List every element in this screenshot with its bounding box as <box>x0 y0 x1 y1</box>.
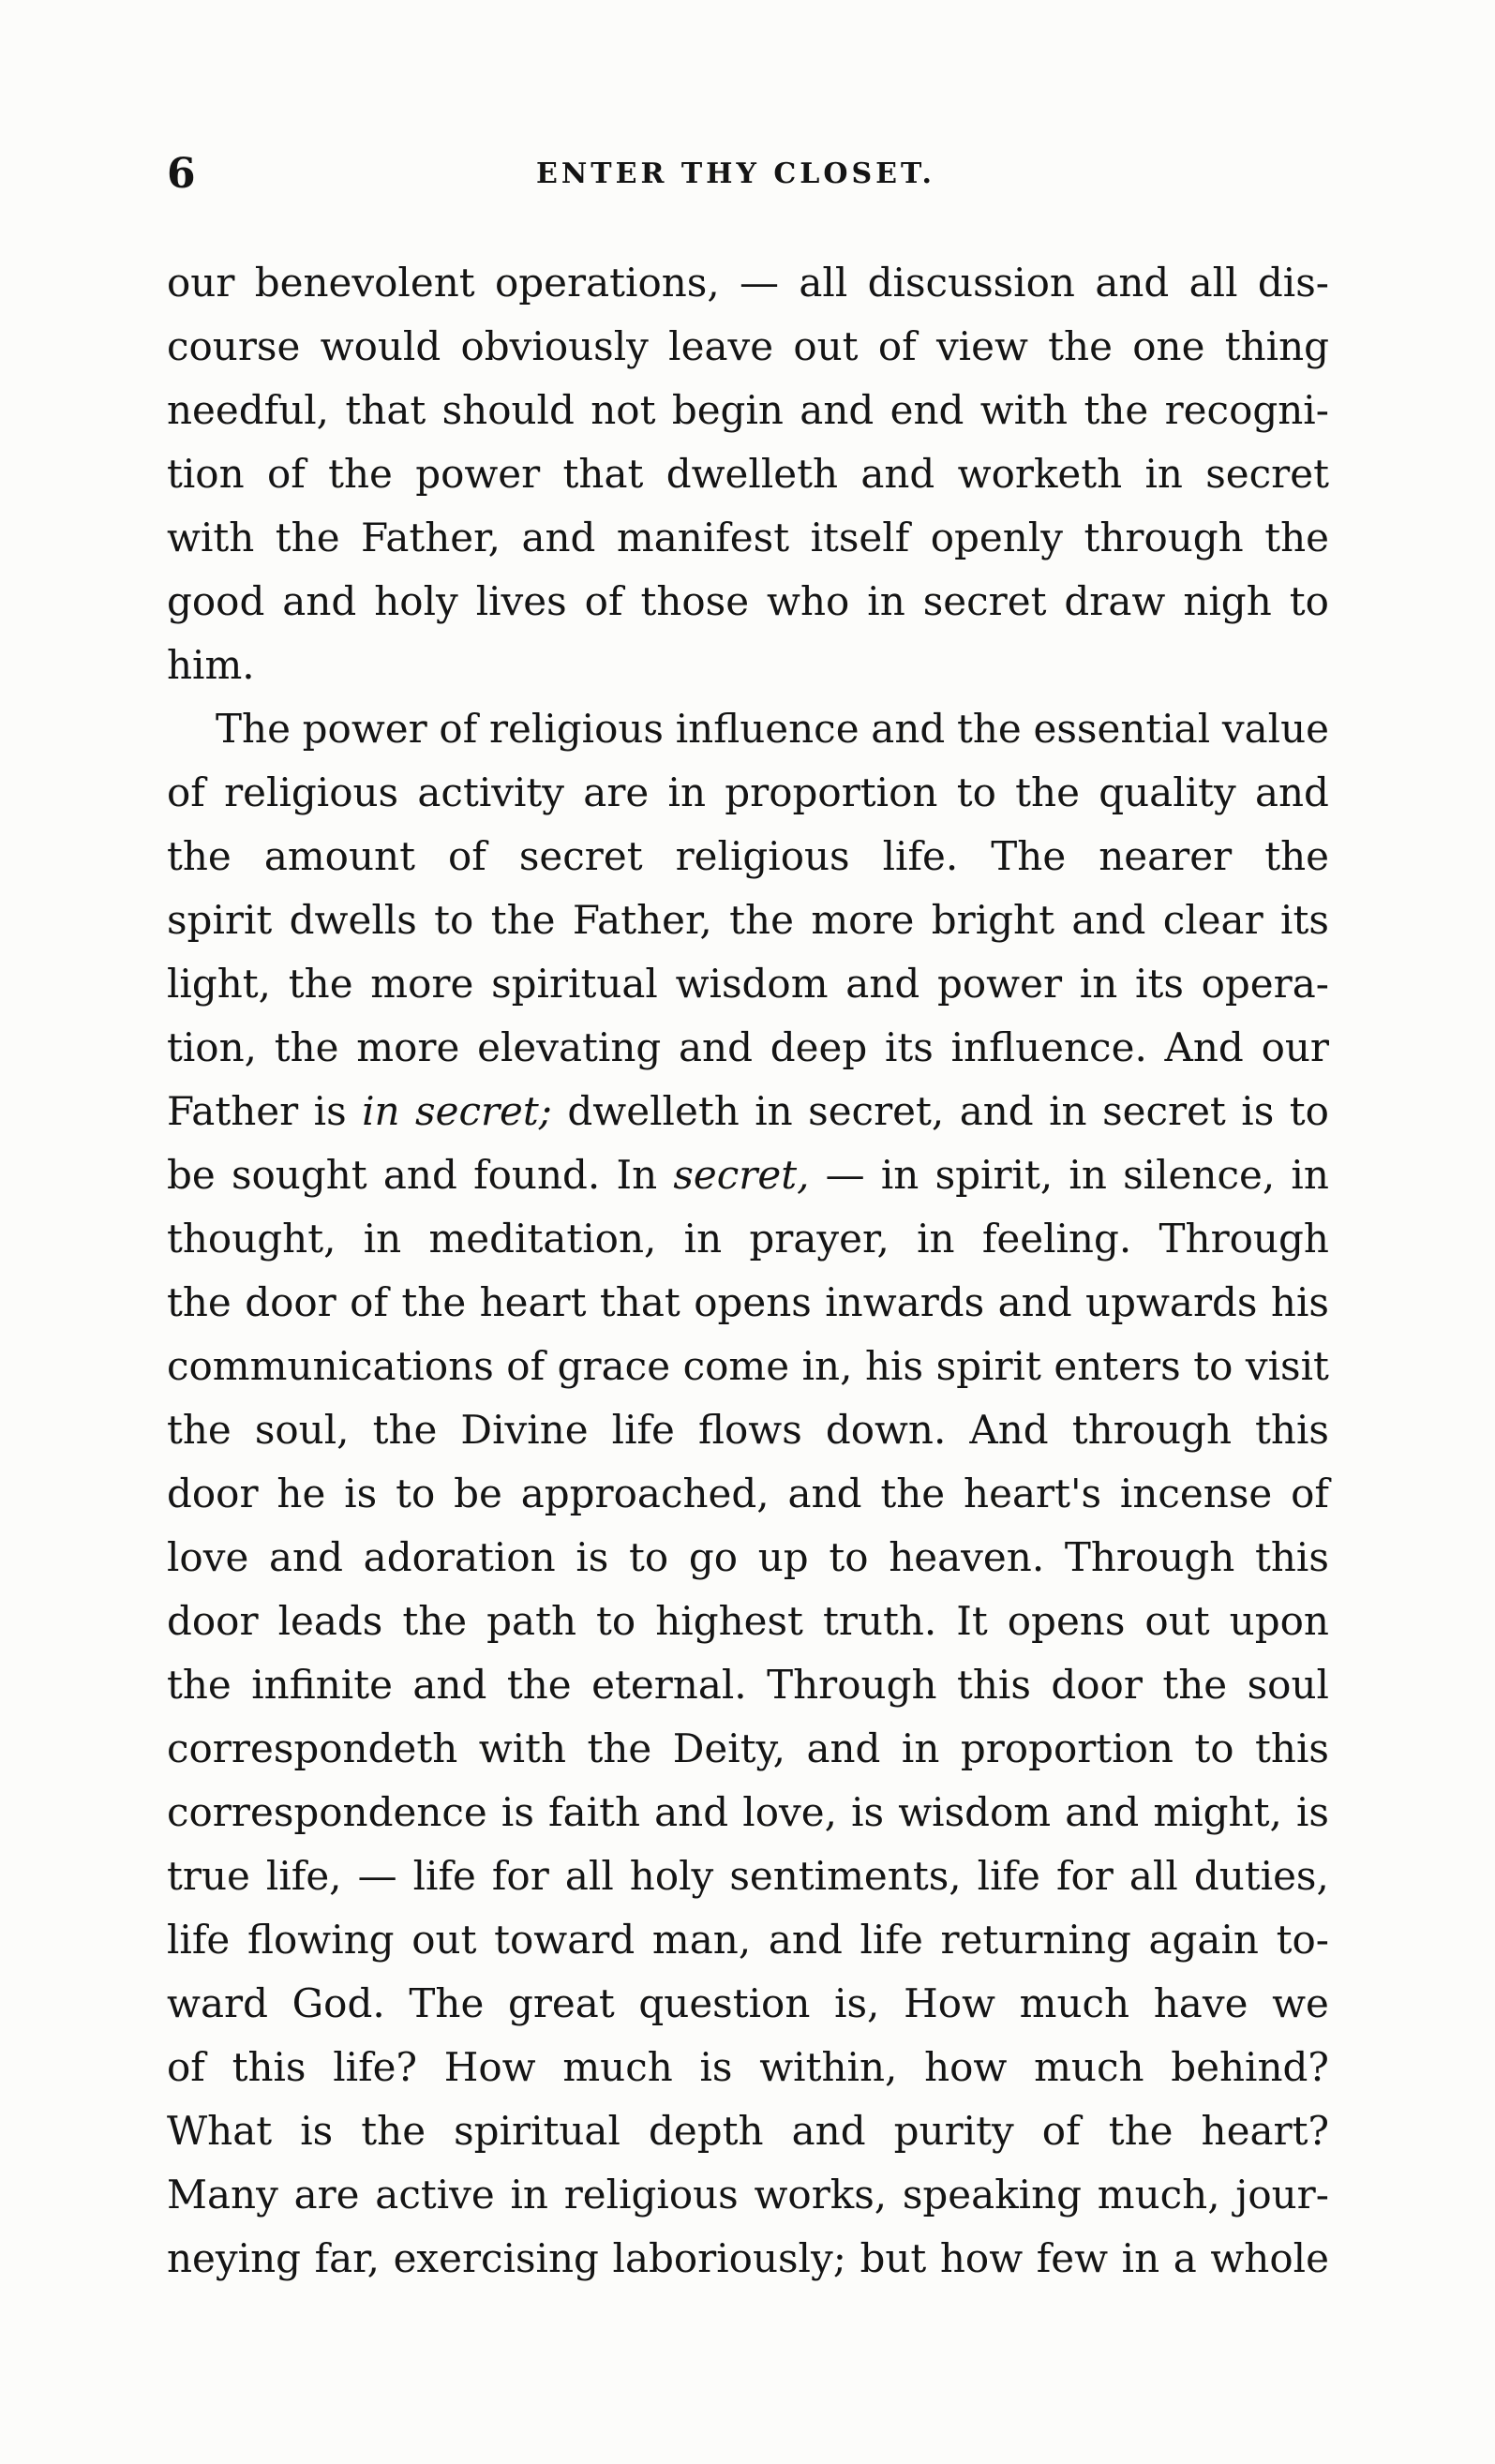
text-line: life flowing out toward man, and life returning again to- <box>167 1917 1329 1963</box>
text-line: What is the spiritual depth and purity of the heart? <box>167 2108 1329 2154</box>
text-line: be sought and found. In secret, — in spirit, in silence, in <box>167 1152 1329 1198</box>
text-line: door he is to be approached, and the heart's incense of <box>167 1471 1329 1516</box>
running-title: ENTER THY CLOSET. <box>536 157 935 190</box>
text-line: the door of the heart that opens inwards and upwards his <box>167 1279 1329 1325</box>
body-text <box>167 251 1329 2291</box>
text-line: with the Father, and manifest itself openly through the <box>167 515 1329 560</box>
text-line: true life, — life for all holy sentiments, life for all duties, <box>167 1853 1329 1899</box>
text-line: Father is in secret; dwelleth in secret, and in secret is to <box>167 1088 1329 1134</box>
text-line: correspondence is faith and love, is wisdom and might, is <box>167 1789 1329 1835</box>
text-line: needful, that should not begin and end with the recogni- <box>167 387 1329 433</box>
text-line: correspondeth with the Deity, and in proportion to this <box>167 1725 1329 1771</box>
text-line: light, the more spiritual wisdom and power in its opera- <box>167 961 1329 1007</box>
text-line: tion of the power that dwelleth and worketh in secret <box>167 451 1329 497</box>
text-line: of religious activity are in proportion to the quality and <box>167 769 1329 815</box>
text-line: love and adoration is to go up to heaven. Through this <box>167 1534 1329 1580</box>
text-line: the infinite and the eternal. Through this door the soul <box>167 1662 1329 1708</box>
text-line: of this life? How much is within, how much behind? <box>167 2044 1329 2090</box>
text-line: thought, in meditation, in prayer, in feeling. Through <box>167 1216 1329 1262</box>
text-line: The power of religious influence and the essential value <box>216 706 1329 752</box>
text-line: spirit dwells to the Father, the more bright and clear its <box>167 897 1329 943</box>
text-line: the soul, the Divine life flows down. And through this <box>167 1407 1329 1453</box>
text-line: neying far, exercising laboriously; but how few in a whole <box>167 2235 1329 2281</box>
text-line: ward God. The great question is, How much have we <box>167 1980 1329 2026</box>
text-line: communications of grace come in, his spirit enters to visit <box>167 1343 1329 1389</box>
text-line: the amount of secret religious life. The nearer the <box>167 833 1329 879</box>
text-line: our benevolent operations, — all discussion and all dis- <box>167 260 1329 306</box>
text-line: good and holy lives of those who in secret draw nigh to <box>167 578 1329 624</box>
text-line: Many are active in religious works, speaking much, jour- <box>167 2172 1329 2218</box>
text-line: him. <box>167 642 255 688</box>
text-line: tion, the more elevating and deep its influence. And our <box>167 1024 1329 1070</box>
text-line: door leads the path to highest truth. It opens out upon <box>167 1598 1329 1644</box>
page-number: 6 <box>167 150 196 198</box>
text-line: course would obviously leave out of view the one thing <box>167 323 1329 369</box>
running-head <box>167 141 1338 197</box>
